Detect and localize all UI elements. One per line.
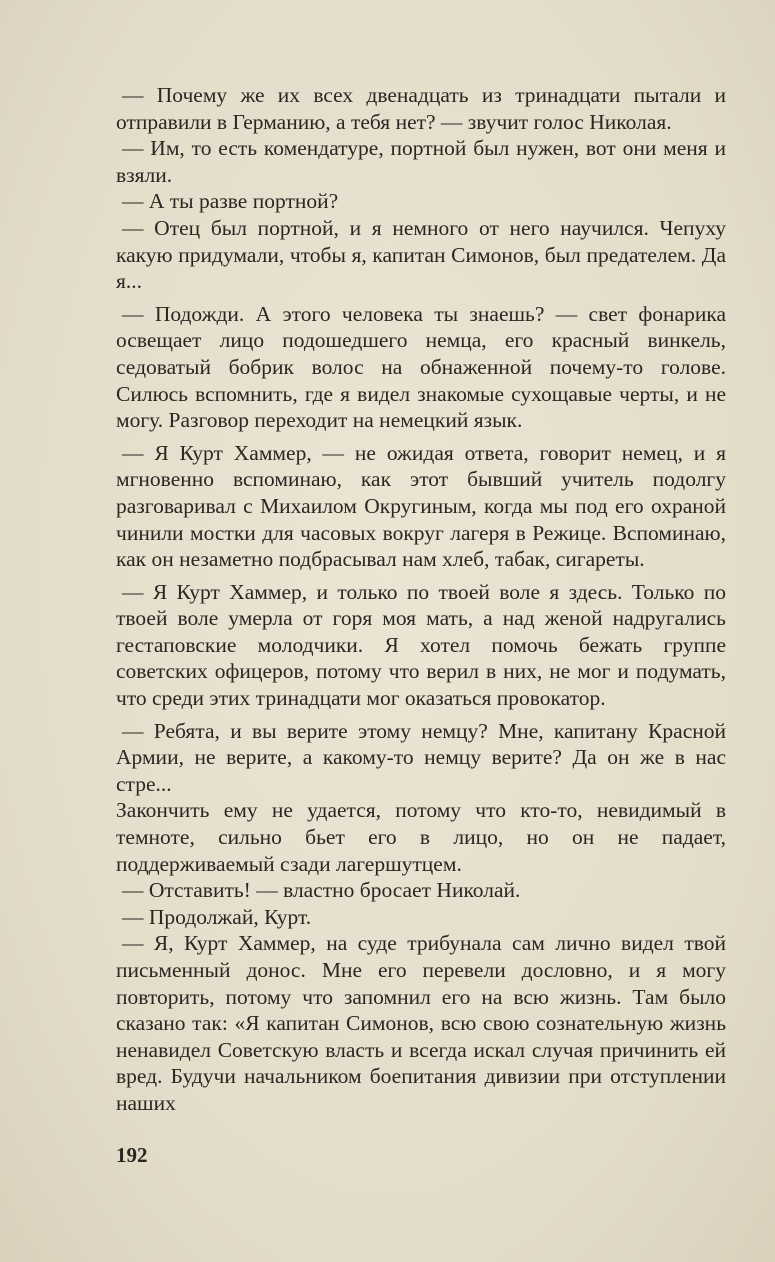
paragraph-11: — Продолжай, Курт. [122,904,312,929]
paragraph-6: — Я Курт Хаммер, — не ожидая ответа, говорит немец, и я мгновенно вспоминаю, как этот бывший учитель подолгу разговаривал с Михаилом Округиным, когда мы под его охраной чинили мостки для часовых вокруг лагеря в Режице. Вспоминаю, как он незаметно подбрасывал нам хлеб, табак, сигареты. [116,440,726,572]
paragraph-4: — Отец был портной, и я немного от него научился. Чепуху какую придумали, чтобы я, капитан Симонов, был предателем. Да я... [116,215,726,294]
paragraph-3: — А ты разве портной? [122,189,339,214]
paragraph-10: — Отставить! — властно бросает Николай. [122,878,521,903]
paragraph-2: — Им, то есть комендатуре, портной был нужен, вот они меня и взяли. [116,136,726,187]
paragraph-1: — Почему же их всех двенадцать из тринадцати пытали и отправили в Германию, а тебя нет? — звучит голос Николая. [116,83,726,134]
text-body [116,82,726,1117]
paragraph-5: — Подожди. А этого человека ты знаешь? — свет фонарика освещает лицо подошедшего немца, его красный винкель, седоватый бобрик волос на обнаженной почему-то голове. Силюсь вспомнить, где я видел знакомые сухощавые черты, и не могу. Разговор переходит на немецкий язык. [116,301,726,433]
paragraph-7: — Я Курт Хаммер, и только по твоей воле я здесь. Только по твоей воле умерла от горя моя мать, а над женой надругались гестаповские молодчики. Я хотел помочь бежать группе советских офицеров, потому что верил в них, не мог и подумать, что среди этих тринадцати мог оказаться провокатор. [116,579,726,711]
paragraph-12: — Я, Курт Хаммер, на суде трибунала сам лично видел твой письменный донос. Мне его перевели дословно, и я могу повторить, потому что запомнил его на всю жизнь. Там было сказано так: «Я капитан Симонов, всю свою сознательную жизнь ненавидел Советскую власть и всегда искал случая причинить ей вред. Будучи начальником боепитания дивизии при отступлении наших [116,931,726,1115]
page-number: 192 [116,1143,148,1167]
paragraph-9: Закончить ему не удается, потому что кто-то, невидимый в темноте, сильно бьет его в лицо, но он не падает, поддерживаемый сзади лагершутцем. [116,798,726,876]
paragraph-8: — Ребята, и вы верите этому немцу? Мне, капитану Красной Армии, не верите, а какому-то немцу верите? Да он же в нас стре... [116,718,726,796]
